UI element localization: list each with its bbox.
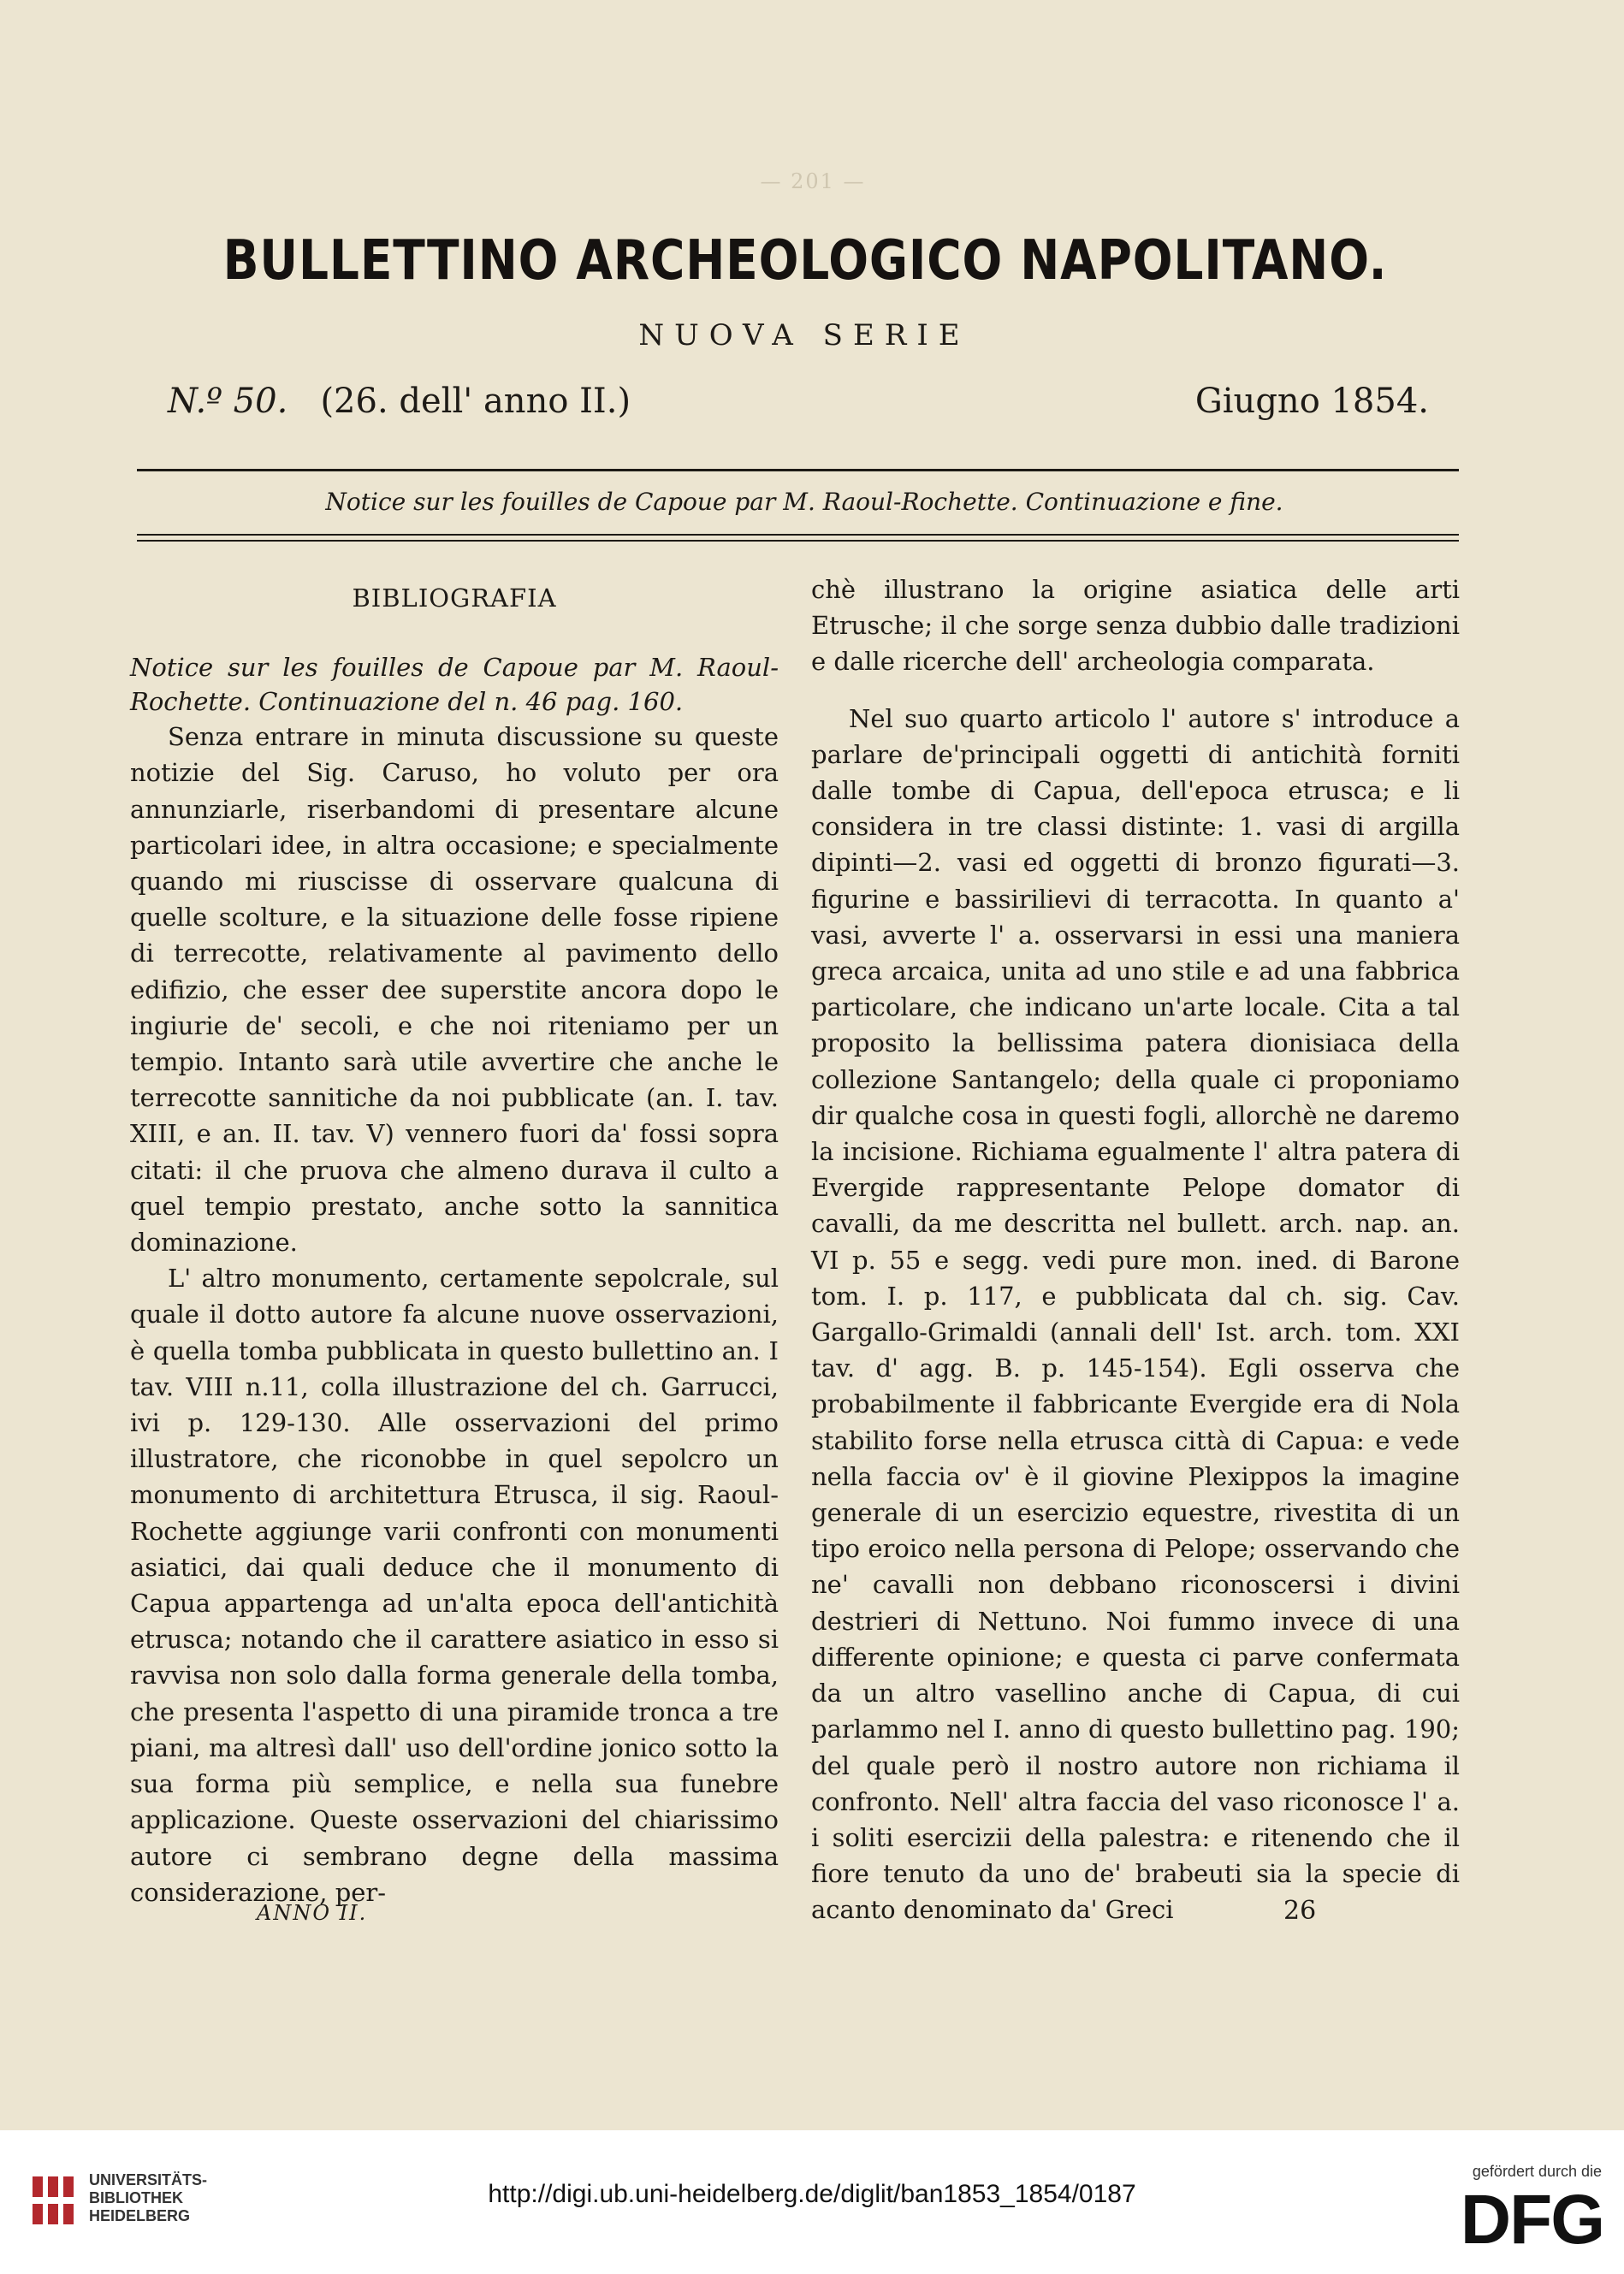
paragraph-gap xyxy=(811,680,1460,701)
right-column xyxy=(811,571,1460,1928)
left-paragraph-1: Senza entrare in minuta discussione su queste notizie del Sig. Caruso, ho voluto per ora annunziarle, riserbandomi di presentare alcune particolari idee, in altra occasione; e specialmente quando mi riuscisse di osservare qualcuna di quelle scolture, e la situazione delle fosse ripiene di terrecotte, relativamente al pavimento dello edifizio, che esser dee superstite ancora dopo le ingiurie de' secoli, e che noi riteniamo per un tempio. Intanto sarà utile avvertire che anche le terrecotte sannitiche da noi pubblicate (an. I. tav. XIII, e an. II. tav. V) vennero fuori da' fossi sopra citati: il che pruova che almeno durava il culto a quel tempio prestato, anche sotto la sannitica dominazione. xyxy=(130,722,779,1258)
right-paragraph-2: Nel suo quarto articolo l' autore s' introduce a parlare de'principali oggetti di antichità forniti dalle tombe di Capua, dell'epoca etrusca; e li considera in tre classi distinte: 1. vasi di argilla dipinti—2. vasi ed oggetti di bronzo figurati—3. figurine e bassirilievi di terracotta. In quanto a' vasi, avverte l' a. osservarsi in essi una maniera greca arcaica, unita ad uno stile e ad una fabbrica particolare, che indicano un'arte locale. Cita a tal proposito la bellissima patera dionisiaca della collezione Santangelo; della quale ci proponiamo dir qualche cosa in questi fogli, allorchè ne daremo la incisione. Richiama egualmente l' altra patera di Evergide rappresentante Pelope domator di cavalli, da me descritta nel bullett. arch. nap. an. VI p. 55 e segg. vedi pure mon. ined. di Barone tom. I. p. 117, e pubblicata dal ch. sig. Cav. Gargallo-Grimaldi (annali dell' Ist. arch. tom. XXI tav. d' agg. B. p. 145-154). Egli osserva che probabilmente il fabbricante Evergide era di Nola stabilito forse nella etrusca città di Capua: e vede nella faccia ov' è il giovine Plexippos la imagine generale di un esercizio equestre, rivestita di un tipo eroico nella persona di Pelope; osservando che ne' cavalli non debbano riconoscersi i divini destrieri di Nettuno. Noi fummo invece di una differente opinione; e questa ci parve confermata da un altro vasellino anche di Capua, di cui parlammo nel I. anno di questo bullettino pag. 190; del quale però il nostro autore non richiama il confronto. Nell' altra faccia del vaso riconosce l' a. i soliti esercizii della palestra: e ritenendo che il fiore tenuto da uno de' brabeuti sia la specie di acanto denominato da' Greci xyxy=(811,703,1460,1925)
journal-masthead: BULLETTINO ARCHEOLOGICO NAPOLITANO. xyxy=(222,229,1388,293)
middle-rule-1 xyxy=(137,534,1459,536)
library-name-line-3: HEIDELBERG xyxy=(89,2207,191,2224)
left-column xyxy=(130,571,779,1910)
left-paragraph-2: L' altro monumento, certamente sepolcrale, sul quale il dotto autore fa alcune nuove osservazioni, è quella tomba pubblicata in questo bullettino an. I tav. VIII n.11, colla illustrazione del ch. Garrucci, ivi p. 129-130. Alle osservazioni del primo illustratore, che riconobbe in quel sepolcro un monumento di architettura Etrusca, il sig. Raoul-Rochette aggiunge varii confronti con monumenti asiatici, dai quali deduce che il monumento di Capua appartenga ad un'alta epoca dell'antichità etrusca; notando che il carattere asiatico in esso si ravvisa non solo dalla forma generale della tomba, che presenta l'aspetto di una piramide tronca a tre piani, ma altresì dall' uso dell'ordine jonico sotto la sua forma più semplice, e nella sua funebre applicazione. Queste osservazioni del chiarissimo autore ci sembrano degne della massima considerazione, per- xyxy=(130,1264,779,1907)
page-mark: — 201 — xyxy=(760,169,866,193)
issue-year: (26. dell' anno II.) xyxy=(320,382,631,421)
notice-title: Notice sur les fouilles de Capoue par M. Raoul-Rochette. Continuazione del n. 46 pag. 160. xyxy=(130,653,779,717)
right-paragraph-1: chè illustrano la origine asiatica delle arti Etrusche; il che sorge senza dubbio dalle tradizioni e dalle ricerche dell' archeologia comparata. xyxy=(811,575,1460,677)
section-heading: BIBLIOGRAFIA xyxy=(352,583,557,613)
library-name-line-1: UNIVERSITÄTS- xyxy=(89,2171,208,2188)
series-label: NUOVA SERIE xyxy=(638,318,970,352)
middle-rule-2 xyxy=(137,540,1459,542)
signature-mark: ANNO II. xyxy=(257,1901,368,1925)
library-name-line-2: BIBLIOTHEK xyxy=(89,2189,183,2206)
permalink-url[interactable]: http://digi.ub.uni-heidelberg.de/diglit/ban1853_1854/0187 xyxy=(488,2180,1136,2208)
article-subtitle: Notice sur les fouilles de Capoue par M. Raoul-Rochette. Continuazione e fine. xyxy=(325,488,1283,516)
dfg-logo[interactable]: DFG xyxy=(1460,2181,1603,2259)
funded-by-label: gefördert durch die xyxy=(1472,2163,1602,2180)
top-rule xyxy=(137,469,1459,471)
issue-date: Giugno 1854. xyxy=(1194,382,1429,421)
issue-number: N.º 50. xyxy=(168,382,288,421)
issue-number-line xyxy=(168,382,631,421)
sheet-number: 26 xyxy=(1283,1896,1317,1926)
